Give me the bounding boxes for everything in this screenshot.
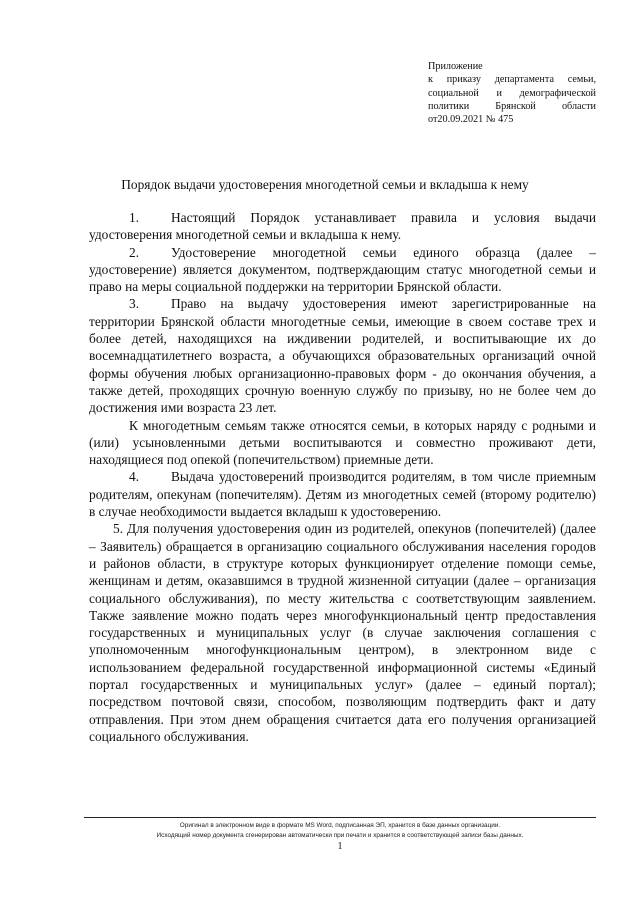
paragraph-number: 1. bbox=[129, 210, 140, 225]
appendix-line: Приложение bbox=[428, 61, 483, 72]
document-body bbox=[89, 209, 596, 745]
paragraph-number: 2. bbox=[129, 244, 140, 260]
paragraph-4 bbox=[89, 468, 596, 520]
paragraph-1 bbox=[89, 209, 596, 244]
footer-divider bbox=[84, 817, 596, 818]
paragraph-number: 3. bbox=[129, 296, 140, 312]
paragraph-3 bbox=[89, 295, 596, 416]
paragraph-text: Настоящий Порядок устанавливает правила и условия выдачи удостоверения многодетной семьи и вкладыша к нему. bbox=[89, 210, 596, 243]
appendix-line: политики Брянской области bbox=[428, 100, 596, 112]
paragraph-5 bbox=[89, 520, 596, 745]
paragraph-3-continuation bbox=[89, 417, 596, 469]
footer-note-1: Оригинал в электронном виде в формате MS Word, подписанная ЭП, хранится в базе данных организации. bbox=[179, 822, 501, 829]
appendix-line: от20.09.2021 № 475 bbox=[428, 114, 514, 126]
paragraph-text: Удостоверение многодетной семьи единого образца (далее – удостоверение) является документом, подтверждающим статус многодетной семьи и право на меры социальной поддержки на территории Брянской области. bbox=[89, 244, 596, 295]
paragraph-text: Право на выдачу удостоверения имеют зарегистрированные на территории Брянской области многодетные семьи, имеющие в своем составе трех и более детей, находящихся на иждивении родителей, и воспитывающие их до восемнадцатилетнего возраста, а обучающихся образовательных организаций очной формы обучения любых организационно-правовых форм - до окончания обучения, а также детей, проходящих срочную военную службу по призыву, но не более чем до достижения ими возраста 23 лет. bbox=[89, 296, 596, 416]
appendix-line: социальной и демографической bbox=[428, 87, 596, 99]
paragraph-text: К многодетным семьям также относятся семьи, в которых наряду с родными и (или) усыновленными детьми воспитываются и совместно проживают дети, находящиеся под опекой (попечительством) приемные дети. bbox=[89, 417, 596, 468]
page-number: 1 bbox=[337, 841, 343, 852]
paragraph-text: 5. Для получения удостоверения один из родителей, опекунов (попечителей) (далее – Заявитель) обращается в организацию социального обслуживания населения городов и районов области, в структуре которых функционирует отделение помощи семье, женщинам и детям, оказавшимся в трудной жизненной ситуации (далее – организация социального обслуживания), по месту жительства с соответствующим заявлением. Также заявление можно подать через многофункциональный центр предоставления государственных и муниципальных услуг (в случае заключения соглашения с уполномоченным многофункциональным центром), в электронном виде с использованием федеральной государственной информационной системы «Единый портал государственных и муниципальных услуг» (далее – единый портал); посредством почтовой связи, способом, позволяющим подтвердить факт и дату отправления. При этом днем обращения считается дата его получения организацией социального обслуживания. bbox=[89, 521, 596, 744]
footer-note-2: Исходящий номер документа сгенерирован автоматически при печати и хранится в соответствующей записи базы данных. bbox=[156, 832, 524, 839]
document-title: Порядок выдачи удостоверения многодетной семьи и вкладыша к нему bbox=[121, 177, 529, 192]
paragraph-2 bbox=[89, 244, 596, 296]
paragraph-text: Выдача удостоверений производится родителям, в том числе приемным родителям, опекунам (попечителям). Детям из многодетных семей (второму родителю) в случае необходимости выдается вкладыш к удостоверению. bbox=[89, 469, 596, 520]
appendix-line: к приказу департамента семьи, bbox=[428, 74, 596, 86]
paragraph-number: 4. bbox=[129, 469, 140, 485]
appendix-block bbox=[428, 60, 596, 126]
